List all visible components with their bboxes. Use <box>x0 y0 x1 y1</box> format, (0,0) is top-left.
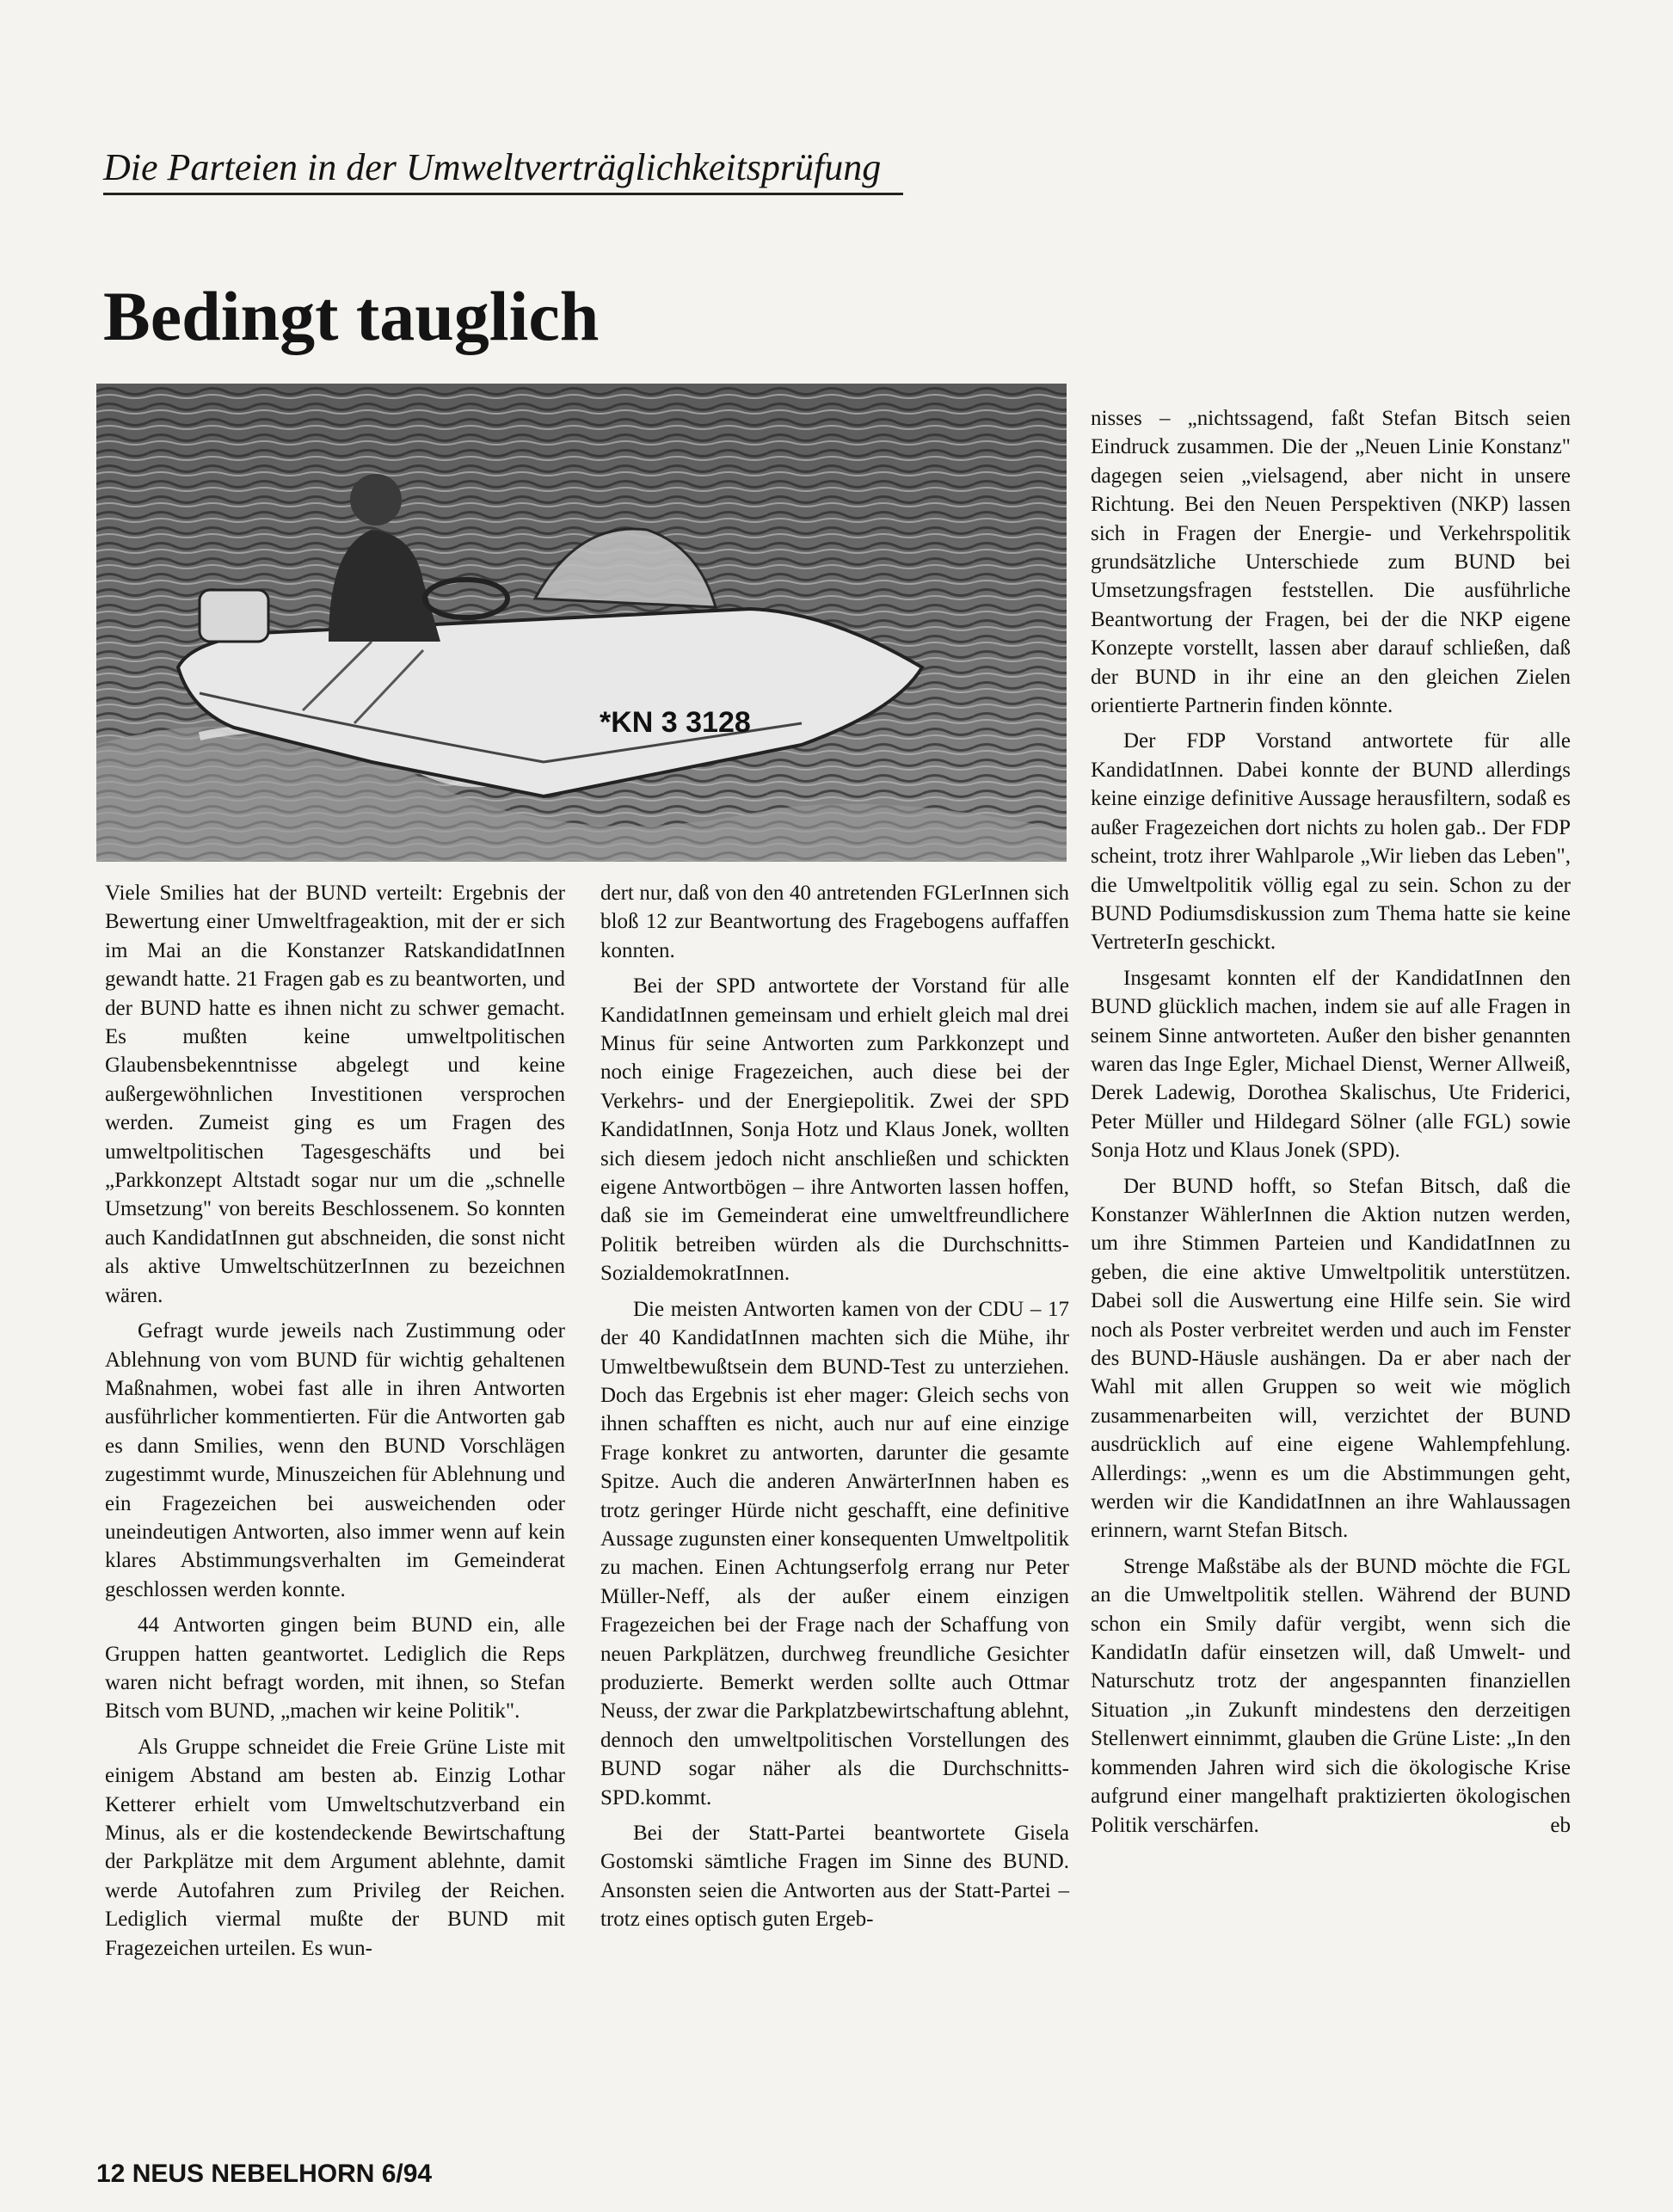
column-2 <box>600 879 1069 1941</box>
paragraph: Bei der Statt-Partei beantwortete Gisela Gostomski sämtliche Fragen im Sinne des BUND. Ansonsten seien die Antworten aus der Statt-Partei – trotz eines optisch guten Ergeb- <box>600 1822 1069 1932</box>
paragraph: Viele Smilies hat der BUND verteilt: Ergebnis der Bewertung einer Umweltfrageaktion, mit der er sich im Mai an die Konstanzer RatskandidatInnen gewandt hatte. 21 Fragen gab es zu beantworten, und der BUND hatte es ihnen nicht zu schwer gemacht. Es mußten keine umweltpolitischen Glaubensbekenntnisse abgelegt und keine außergewöhnlichen Investitionen versprochen werden. Zumeist ging es um Fragen des umweltpolitischen Tagesgeschäfts und bei „Parkkonzept Altstadt sogar nur um die „schnelle Umsetzung" von bereits Beschlossenem. So konnten auch KandidatInnen gut abschneiden, die sonst nicht als aktive UmweltschützerInnen zu bezeichnen wären. <box>105 882 565 1307</box>
author-initials: eb <box>1550 1813 1571 1837</box>
kicker: Die Parteien in der Umweltverträglichkeitsprüfung <box>103 144 903 195</box>
column-3 <box>1091 404 1571 1846</box>
paragraph: Die meisten Antworten kamen von der CDU – 17 der 40 KandidatInnen machten sich die Mühe, ihr Umweltbewußtsein dem BUND-Test zu unterziehen. Doch das Ergebnis ist eher mager: Gleich sechs von ihnen schafften es nicht, auch nur auf eine einzige Frage konkret zu antworten, darunter die gesamte Spitze. Auch die anderen AnwärterInnen haben es trotz geringer Hürde nicht geschafft, eine definitive Aussage zugunsten einer konsequenten Umweltpolitik zu machen. Einen Achtungserfolg errang nur Peter Müller-Neff, als der außer einem einzigen Fragezeichen bei der Frage nach der Schaffung von neuen Parkplätzen, durchweg freundliche Gesichter produzierte. Bemerkt werden sollte auch Ottmar Neuss, der zwar die Parkplatzbewirtschaftung ablehnt, dennoch den umweltpolitischen Vorstellungen des BUND sogar näher als die Durchschnitts-SPD.kommt. <box>600 1297 1069 1810</box>
paragraph: nisses – „nichtssagend, faßt Stefan Bitsch seien Eindruck zusammen. Die der „Neuen Linie Konstanz" dagegen seien „vielsagend, aber nicht in unsere Richtung. Bei den Neuen Perspektiven (NKP) lassen sich in Fragen der Energie- und Verkehrspolitik grundsätzliche Unterschiede zum BUND bei Umsetzungsfragen feststellen. Die ausführliche Beantwortung der Fragen, bei der die NKP eigene Konzepte vorstellt, lassen aber darauf schließen, daß der BUND in ihr eine an den gleichen Zielen orientierte Partnerin finden könnte. <box>1091 407 1571 718</box>
paragraph: Der FDP Vorstand antwortete für alle KandidatInnen. Dabei konnte der BUND allerdings keine einzige definitive Aussage herausfiltern, sodaß es außer Fragezeichen dort nichts zu holen gab.. Der FDP scheint, trotz ihrer Wahlparole „Wir lieben das Leben", die Umweltpolitik völlig egal zu sein. Schon zu der BUND Podiumsdiskussion zum Thema hatte sie keine VertreterIn geschickt. <box>1091 729 1571 955</box>
boat-photo <box>96 384 1067 862</box>
boat-registration: *KN 3 3128 <box>600 706 751 739</box>
paragraph: Insgesamt konnten elf der KandidatInnen den BUND glücklich machen, indem sie auf alle Fragen in seinem Sinne antworteten. Außer den bisher genannten waren das Inge Egler, Michael Dienst, Werner Allweiß, Derek Ladewig, Dorothea Skalischus, Ute Friderici, Peter Müller und Hildegard Sölner (alle FGL) sowie Sonja Hotz und Klaus Jonek (SPD). <box>1091 966 1571 1163</box>
headline: Bedingt tauglich <box>103 277 600 355</box>
paragraph: Der BUND hofft, so Stefan Bitsch, daß die Konstanzer WählerInnen die Aktion nutzen werden, um ihre Stimmen Parteien und KandidatInnen zu geben, die eine aktive Umweltpolitik unterstützen. Dabei soll die Auswertung eine Hilfe sein. Sie wird noch als Poster verbreitet werden und auch im Fenster des BUND-Häusle aushängen. Da er aber nach der Wahl mit allen Gruppen so weit wie möglich zusammenarbeiten will, verzichtet der BUND ausdrücklich auf eine eigene Wahlempfehlung. Allerdings: „wenn es um die Abstimmungen geht, werden wir die KandidatInnen an ihre Wahlaussagen erinnern, warnt Stefan Bitsch. <box>1091 1174 1571 1543</box>
paragraph: dert nur, daß von den 40 antretenden FGLerInnen sich bloß 12 zur Beantwortung des Fragebogens auffaffen konnten. <box>600 882 1069 962</box>
page-footer: 12 NEUS NEBELHORN 6/94 <box>96 2160 433 2188</box>
paragraph: Bei der SPD antwortete der Vorstand für alle KandidatInnen gemeinsam und erhielt gleich mal drei Minus für seine Antworten zum Parkkonzept und noch einige Fragezeichen, auch diese bei der Verkehrs- und der Energiepolitik. Zwei der SPD KandidatInnen, Sonja Hotz und Klaus Jonek, wollten sich diesem jedoch nicht anschließen und schickten eigene Antwortbögen – ihre Antworten lassen hoffen, daß sie im Gemeinderat eine umweltfreundlichere Politik betreiben würden als die Durchschnitts-SozialdemokratInnen. <box>600 974 1069 1286</box>
paragraph: 44 Antworten gingen beim BUND ein, alle Gruppen hatten geantwortet. Lediglich die Reps waren nicht befragt worden, mit ihnen, so Stefan Bitsch vom BUND, „machen wir keine Politik". <box>105 1613 565 1724</box>
column-1 <box>105 879 565 1969</box>
paragraph: Als Gruppe schneidet die Freie Grüne Liste mit einigem Abstand am besten ab. Einzig Lothar Ketterer erhielt vom Umweltschutzverband ein Minus, als er die kostendeckende Bewirtschaftung der Parkplätze mit dem Argument ablehnte, damit werde Autofahren zum Privileg der Reichen. Lediglich viermal mußte der BUND mit Fragezeichen urteilen. Es wun- <box>105 1735 565 1960</box>
paragraph: Strenge Maßstäbe als der BUND möchte die FGL an die Umweltpolitik stellen. Während der BUND schon ein Smily dafür vergibt, wenn sich die KandidatIn dafür einsetzen will, daß Umwelt- und Naturschutz trotz der angespannten finanziellen Situation „in Zukunft mindestens den derzeitigen Stellenwert einnimmt, glauben die Grüne Liste: „In den kommenden Jahren wird sich die ökologische Krise aufgrund einer mangelhaft praktizierten ökologischen Politik verschärfen. <box>1091 1554 1571 1837</box>
paragraph-last <box>1091 1552 1571 1840</box>
paragraph: Gefragt wurde jeweils nach Zustimmung oder Ablehnung von vom BUND für wichtig gehaltenen Maßnahmen, wobei fast alle in ihren Antworten ausführlicher kommentierten. Für die Antworten gab es dann Smilies, wenn den BUND Vorschlägen zugestimmt wurde, Minuszeichen für Ablehnung und ein Fragezeichen bei ausweichenden oder uneindeutigen Antworten, also immer wenn auf kein klares Abstimmungsverhalten im Gemeinderat geschlossen werden konnte. <box>105 1319 565 1601</box>
